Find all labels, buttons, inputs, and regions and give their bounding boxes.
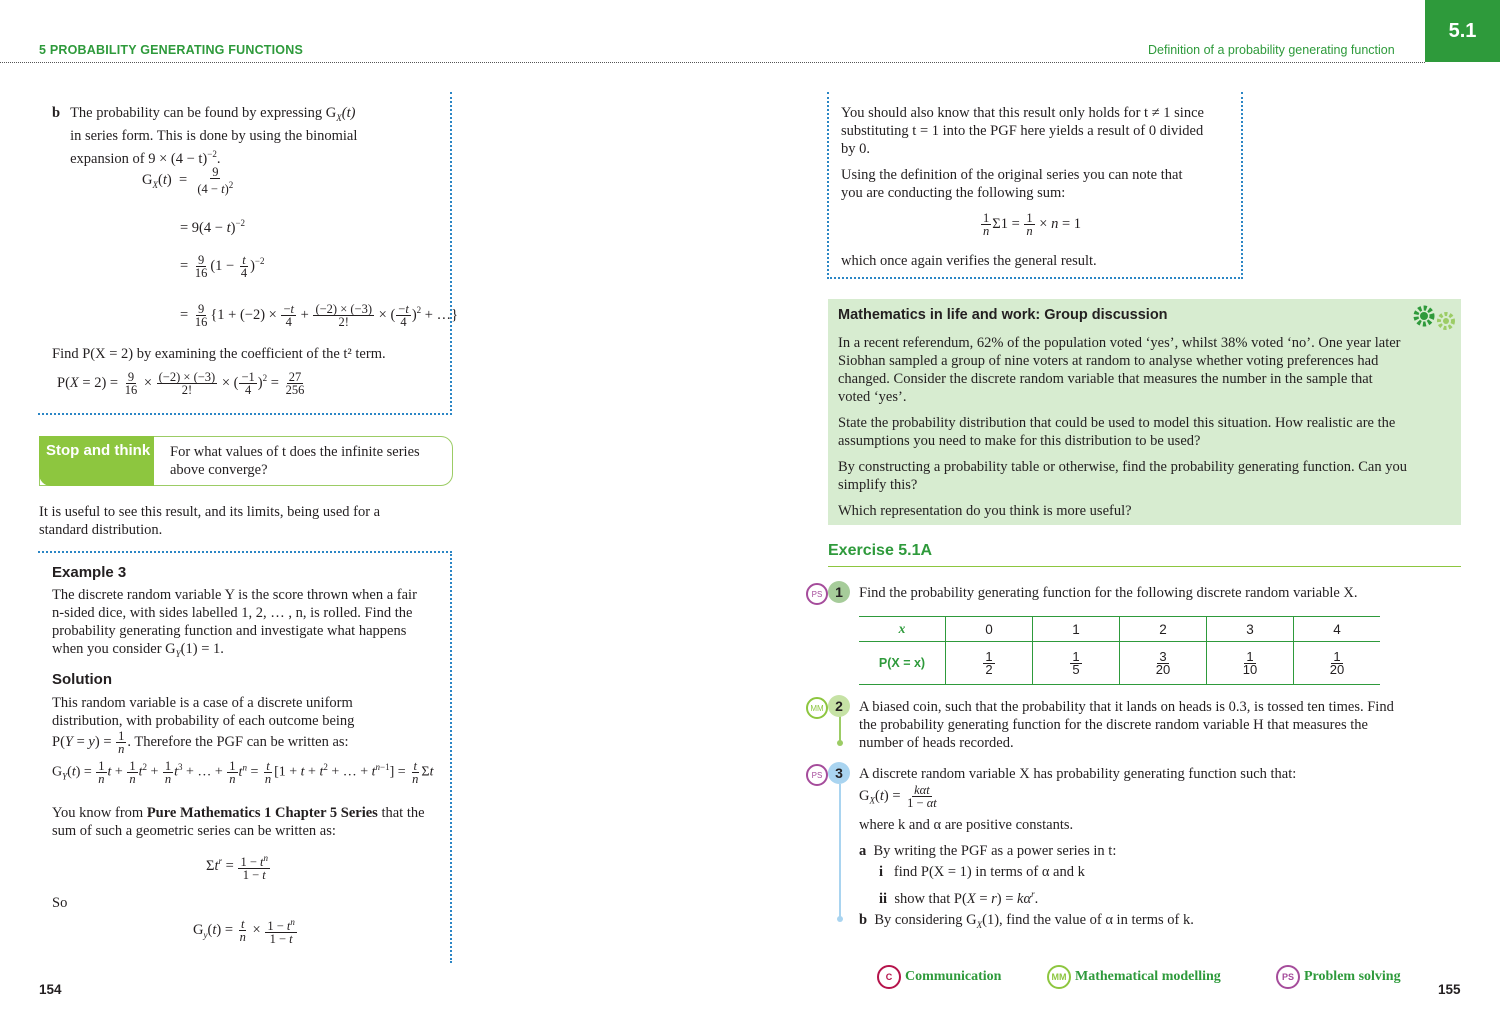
question-number-3: 3: [828, 762, 850, 784]
table-cell: 3: [1207, 617, 1294, 642]
equation-gx: $G_X(t)$ = $\frac{9}{(4 - t)^2}$: [142, 165, 234, 197]
stop-and-think-label: Stop and think: [39, 436, 154, 486]
table-cell: $\frac{1}{20}$: [1294, 642, 1381, 685]
section-tab: 5.1: [1425, 0, 1500, 62]
equation-step2: = $9(4 - t)^{-2}$: [180, 218, 246, 236]
table-head-x: x: [859, 617, 946, 642]
table-cell: $\frac{3}{20}$: [1120, 642, 1207, 685]
table-row: [859, 617, 1380, 642]
legend-communication: C Communication: [877, 965, 1001, 989]
question-3aii: ii show that $P(X = r) = k\alpha^r$.: [879, 889, 1039, 907]
continued-text: You should also know that this result only holds for t ≠ 1 since substituting t = 1 into the PGF here yields a result of 0 divided by 0. Using the definition of the original series you can note that you are conducting the following sum:: [841, 105, 1204, 201]
question-3b: b By considering $G_X(1)$, find the value of α in terms of k.: [859, 912, 1194, 930]
example-title: Example 3: [52, 564, 127, 581]
table-row: [859, 642, 1380, 685]
q2-connector: [839, 716, 841, 742]
equation-step4: = $\frac{9}{16}$ {1 + (−2) × $\frac{-t}{4}$ + $\frac{(-2) \times (-3)}{2!}$ × ( $\frac{-t}{4}$ )$^2$ + …}: [180, 302, 459, 329]
find-coefficient-text: Find P(X = 2) by examining the coefficient of the t² term.: [52, 346, 386, 362]
equation-step3: = $\frac{9}{16}$ (1 − $\frac{t}{4}$ )$^{-2}$: [180, 253, 265, 280]
part-b-label: b: [52, 105, 61, 121]
page-number-right: 155: [1438, 982, 1461, 997]
question-number-2: 2: [828, 695, 850, 717]
question-3ai: i find P(X = 1) in terms of α and k: [879, 864, 1085, 880]
legend-modelling: MM Mathematical modelling: [1047, 965, 1221, 989]
table-cell: 4: [1294, 617, 1381, 642]
stop-and-think-text: For what values of t does the infinite series above converge?: [170, 444, 420, 478]
verify-text: which once again verifies the general result.: [841, 253, 1097, 269]
so-text: So: [52, 895, 68, 911]
table-cell: $\frac{1}{2}$: [946, 642, 1033, 685]
probability-table: [859, 616, 1380, 685]
equation-gy-series: $G_Y(t)$ = $\frac{1}{n}$ t + $\frac{1}{n}$ $t^2$ + $\frac{1}{n}$ $t^3$ + … + $\frac{1}{n}$ $t^n$ = $\frac{t}{n}$ [$1 + t + t^2$ + … + $t^{n-1}$] = $\frac{t}{n}$ Σt: [52, 759, 434, 786]
equation-gx-q3: $G_X(t)$ = $\frac{\text{kαt}}{1 - \alpha t}$: [859, 783, 937, 810]
exercise-divider: [828, 566, 1461, 567]
q3-connector-dot: [837, 916, 843, 922]
problem-solving-badge: PS: [806, 764, 828, 786]
table-cell: 2: [1120, 617, 1207, 642]
question-1-text: Find the probability generating function for the following discrete random variable X.: [859, 585, 1358, 601]
exercise-title: Exercise 5.1A: [828, 542, 933, 559]
part-b: b The probability can be found by expressing $G_X(t)$ in series form. This is done by using the binomial expansion of $9 \times (4 - t)^{-2}$.: [52, 105, 358, 167]
know-text: You know from Pure Mathematics 1 Chapter 5 Series that the sum of such a geometric series can be written as:: [52, 805, 425, 839]
q2-connector-dot: [837, 740, 843, 746]
equation-gy-final: $G_y(t)$ = $\frac{t}{n}$ × $\frac{1 - t^n}{1 - t}$: [193, 917, 295, 947]
example-text: The discrete random variable Y is the score thrown when a fair n-sided dice, with sides labelled 1, 2, … , n, is rolled. Find the probability generating function and investigate what happens when you consider $G_Y(1) = 1$.: [52, 587, 417, 659]
group-discussion-title: Mathematics in life and work: Group discussion: [838, 307, 1168, 323]
question-2-text: A biased coin, such that the probability that it lands on heads is 0.3, is tossed ten times. Find the probability generating function for the discrete random variable H that measures the number of heads recorded.: [859, 699, 1394, 751]
modelling-icon: MM: [1047, 965, 1071, 989]
chapter-header: 5 PROBABILITY GENERATING FUNCTIONS: [39, 43, 303, 57]
question-3a: a By writing the PGF as a power series in t:: [859, 843, 1117, 859]
equation-sum-verify: $\frac{1}{n}$ Σ1 = $\frac{1}{n}$ × n = 1: [983, 211, 1081, 238]
group-discussion-text: In a recent referendum, 62% of the population voted ‘yes’, whilst 38% voted ‘no’. One year later Siobhan sampled a group of nine voters at random to analyse whether voting preferences had changed. Consider the discrete random variable that measures the number in the sample that voted ‘yes’. State the probability distribution that could be used to model this situation. How realistic are the assumptions you need to make for this distribution to be used? By constructing a probability table or otherwise, find the probability generating function. Can you simplify this? Which representation do you think is more useful?: [838, 335, 1407, 519]
problem-solving-badge: PS: [806, 583, 828, 605]
question-3-where: where k and α are positive constants.: [859, 817, 1074, 833]
equation-px2: P(X = 2) = $\frac{9}{16}$ × $\frac{(-2) \times (-3)}{2!}$ × ( $\frac{-1}{4}$ )$^2$ = $\frac{27}{256}$: [57, 370, 305, 397]
communication-icon: C: [877, 965, 901, 989]
header-divider: [0, 62, 1425, 63]
legend-problem-solving: PS Problem solving: [1276, 965, 1401, 989]
page-number-left: 154: [39, 982, 62, 997]
equation-geometric-sum: $\Sigma t^r$ = $\frac{1 - t^n}{1 - t}$: [206, 853, 268, 883]
table-cell: 0: [946, 617, 1033, 642]
useful-text: It is useful to see this result, and its limits, being used for a standard distribution.: [39, 504, 381, 538]
question-number-1: 1: [828, 581, 850, 603]
problem-solving-icon: PS: [1276, 965, 1300, 989]
section-header: Definition of a probability generating function: [1148, 43, 1395, 57]
table-cell: $\frac{1}{10}$: [1207, 642, 1294, 685]
table-cell: $\frac{1}{5}$: [1033, 642, 1120, 685]
solution-title: Solution: [52, 671, 112, 688]
modelling-badge: MM: [806, 697, 828, 719]
table-head-p: P(X = x): [859, 642, 946, 685]
table-cell: 1: [1033, 617, 1120, 642]
q3-connector: [839, 784, 841, 918]
solution-text: This random variable is a case of a discrete uniform distribution, with probability of each outcome being P(Y = y) = $\frac{1}{n}$ . Therefore the PGF can be written as:: [52, 695, 355, 756]
question-3-text: A discrete random variable X has probability generating function such that:: [859, 766, 1297, 782]
